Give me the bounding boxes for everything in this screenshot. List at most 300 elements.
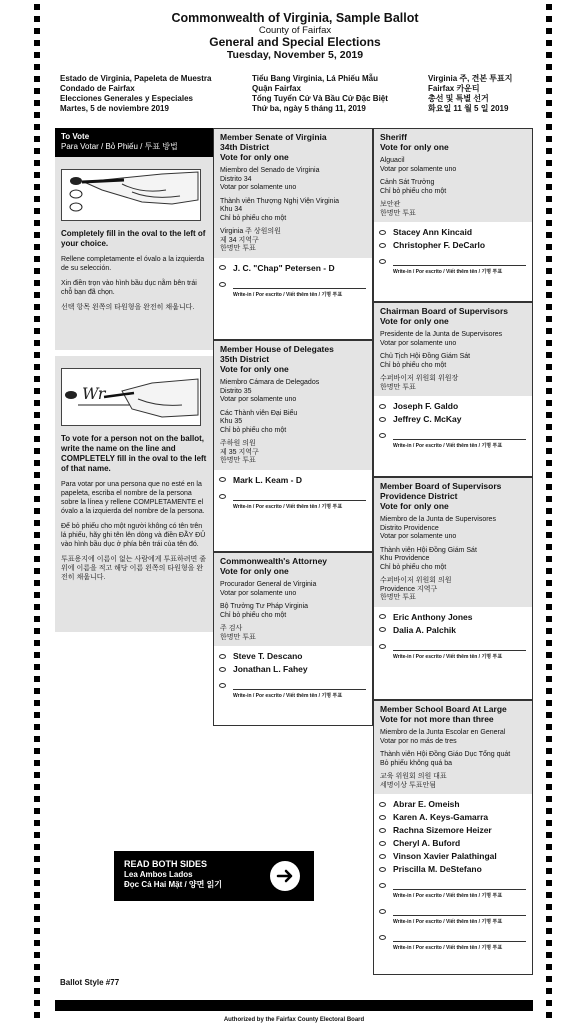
timing-mark <box>546 844 552 850</box>
contest-chairman-board-supervisors <box>373 302 533 477</box>
vote-oval[interactable] <box>219 683 226 688</box>
write-in-line[interactable] <box>393 889 526 890</box>
timing-mark <box>546 196 552 202</box>
timing-mark <box>546 124 552 130</box>
timing-mark <box>34 748 40 754</box>
timing-mark <box>34 208 40 214</box>
write-in-line[interactable] <box>393 650 526 651</box>
timing-mark <box>34 4 40 10</box>
vote-oval[interactable] <box>379 841 386 846</box>
contest-header <box>214 553 372 646</box>
timing-mark <box>34 724 40 730</box>
timing-mark <box>546 544 552 550</box>
timing-mark <box>34 136 40 142</box>
contest-header <box>374 303 532 396</box>
header-line: Condado de Fairfax <box>60 84 135 93</box>
candidate-list <box>214 258 372 301</box>
contest-header <box>374 129 532 222</box>
arrow-right-icon <box>270 861 300 891</box>
timing-mark <box>546 628 552 634</box>
contest-sheriff <box>373 128 533 302</box>
timing-mark <box>34 112 40 118</box>
header-line: 총선 및 특별 선거 <box>428 94 489 103</box>
vote-oval[interactable] <box>219 494 226 499</box>
contest-title: Commonwealth's Attorney <box>220 556 328 566</box>
vote-oval[interactable] <box>379 433 386 438</box>
timing-mark <box>546 784 552 790</box>
translation-line: Chủ Tịch Hội Đồng Giám Sát <box>380 353 471 360</box>
timing-mark <box>34 484 40 490</box>
svg-text:Wr: Wr <box>82 384 106 403</box>
timing-mark <box>34 580 40 586</box>
timing-mark <box>34 316 40 322</box>
contest-title: Member School Board At Large <box>380 704 507 714</box>
vote-oval[interactable] <box>379 815 386 820</box>
write-in-line[interactable] <box>233 689 366 690</box>
contest-house-delegates-35th <box>213 340 373 552</box>
write-in-label: Write-in / Por escrito / Viết thêm tên / 기명 투표 <box>233 503 343 510</box>
candidate-option[interactable] <box>374 611 532 624</box>
vote-oval[interactable] <box>379 417 386 422</box>
timing-mark <box>546 340 552 346</box>
timing-mark <box>546 748 552 754</box>
write-in-line[interactable] <box>393 265 526 266</box>
timing-mark <box>546 112 552 118</box>
timing-mark <box>34 292 40 298</box>
candidate-list <box>374 396 532 452</box>
translation-line: Procurador General de Virginia <box>220 581 317 588</box>
translation-line: 한명만 투표 <box>220 633 256 641</box>
timing-mark <box>34 880 40 886</box>
write-in-option[interactable] <box>374 902 532 928</box>
translation-line: 주하원 의원 <box>220 440 256 447</box>
translation-line: Distrito Providence <box>380 524 439 532</box>
instructions-vietnamese: Xin điền trọn vào hình bầu dục nằm bên trái chỗ bạn đã chọn. <box>61 280 197 296</box>
candidate-name: Karen A. Keys-Gamarra <box>393 812 489 822</box>
translation-line: Providence 지역구 <box>380 585 438 593</box>
timing-mark <box>546 1012 552 1018</box>
translation-line: Thành viên Hội Đồng Giám Sát <box>380 546 477 554</box>
contest-title: Sheriff <box>380 132 407 142</box>
vote-oval[interactable] <box>379 404 386 409</box>
timing-mark <box>34 172 40 178</box>
timing-mark <box>34 400 40 406</box>
timing-mark <box>34 472 40 478</box>
candidate-option[interactable] <box>374 226 532 239</box>
translation-line: Khu 35 <box>220 418 243 425</box>
vote-oval[interactable] <box>379 614 386 619</box>
timing-mark <box>546 100 552 106</box>
timing-mark <box>546 484 552 490</box>
translation-line: Thành viên Thượng Nghị Viện Virginia <box>220 197 340 205</box>
timing-mark <box>546 580 552 586</box>
timing-mark <box>546 988 552 994</box>
timing-mark <box>546 724 552 730</box>
timing-mark <box>546 292 552 298</box>
candidate-option[interactable] <box>214 474 372 487</box>
candidate-list <box>374 607 532 663</box>
timing-mark <box>546 952 552 958</box>
write-in-option[interactable] <box>214 487 372 513</box>
timing-mark <box>546 280 552 286</box>
timing-mark <box>546 88 552 94</box>
header-line: Virginia 주, 견본 투표지 <box>428 74 513 83</box>
timing-mark <box>34 928 40 934</box>
timing-mark <box>546 256 552 262</box>
timing-mark <box>546 856 552 862</box>
timing-mark <box>546 388 552 394</box>
timing-mark <box>546 436 552 442</box>
candidate-list <box>374 794 532 954</box>
timing-mark <box>34 1000 40 1006</box>
candidate-name: Joseph F. Galdo <box>393 401 459 411</box>
candidate-option[interactable] <box>374 400 532 413</box>
timing-mark <box>34 976 40 982</box>
translation-line: Bộ Trưởng Tư Pháp Virginia <box>220 603 309 610</box>
translation-line: Votar por solamente uno <box>380 533 457 540</box>
candidate-name: Mark L. Keam - D <box>233 474 302 485</box>
contest-translation <box>380 547 526 573</box>
vote-oval[interactable] <box>379 802 386 807</box>
timing-mark <box>546 160 552 166</box>
write-in-label: Write-in / Por escrito / Viết thêm tên / 기명 투표 <box>393 443 503 449</box>
candidate-option[interactable] <box>374 837 532 850</box>
candidate-option[interactable] <box>374 413 532 426</box>
instructions-fill-oval <box>55 128 213 350</box>
candidate-name: J. C. "Chap" Petersen - D <box>233 262 335 273</box>
contest-translation <box>380 353 526 370</box>
timing-mark <box>546 52 552 58</box>
contest-title: 34th District <box>220 142 270 152</box>
timing-mark <box>34 688 40 694</box>
header-spanish <box>60 74 211 114</box>
translation-line: 보안관 <box>380 201 401 208</box>
translation-line: Chỉ bỏ phiếu cho một <box>220 426 287 434</box>
translation-line: Alguacil <box>380 157 405 164</box>
timing-mark <box>546 424 552 430</box>
candidate-option[interactable] <box>214 650 372 663</box>
write-in-line[interactable] <box>233 500 366 501</box>
write-in-option[interactable] <box>374 426 532 452</box>
vote-oval[interactable] <box>379 854 386 859</box>
candidate-option[interactable] <box>374 624 532 637</box>
write-in-option[interactable] <box>374 876 532 902</box>
timing-mark <box>34 328 40 334</box>
write-in-label: Write-in / Por escrito / Viết thêm tên / 기명 투표 <box>393 919 503 925</box>
contest-translation <box>220 581 366 598</box>
timing-mark <box>546 928 552 934</box>
timing-mark <box>34 604 40 610</box>
timing-mark <box>34 892 40 898</box>
timing-mark <box>546 220 552 226</box>
timing-mark <box>34 448 40 454</box>
timing-mark <box>546 172 552 178</box>
timing-mark <box>546 640 552 646</box>
timing-mark <box>34 820 40 826</box>
timing-mark <box>546 16 552 22</box>
candidate-option[interactable] <box>374 863 532 876</box>
timing-mark <box>34 496 40 502</box>
timing-mark <box>546 232 552 238</box>
read-both-sides-text: READ BOTH SIDES <box>124 859 208 869</box>
read-both-sides-banner <box>114 851 314 901</box>
timing-mark <box>34 592 40 598</box>
timing-mark <box>34 280 40 286</box>
timing-mark <box>34 988 40 994</box>
vote-oval[interactable] <box>379 883 386 888</box>
vote-oval[interactable] <box>379 230 386 235</box>
instructions-korean: 선택 항목 왼쪽의 타원형을 완전히 채웁니다. <box>61 304 195 311</box>
candidate-option[interactable] <box>214 262 372 275</box>
vote-instruction: Vote for only one <box>380 142 449 152</box>
ballot-header <box>60 11 530 61</box>
timing-mark <box>34 844 40 850</box>
timing-mark <box>546 556 552 562</box>
instructions-write-in-text: To vote for a person not on the ballot, write the name on the line and COMPLETELY fill in the oval to the left of that name. <box>61 434 207 473</box>
timing-mark <box>34 340 40 346</box>
translation-line: Votar por solamente uno <box>220 184 297 191</box>
candidate-name: Jeffrey C. McKay <box>393 414 462 424</box>
timing-mark <box>34 88 40 94</box>
timing-mark <box>546 460 552 466</box>
translation-line: Miembro Cámara de Delegados <box>220 379 320 386</box>
timing-mark <box>546 760 552 766</box>
timing-mark <box>34 916 40 922</box>
candidate-option[interactable] <box>374 824 532 837</box>
translation-line: Thành viên Hội Đồng Giáo Dục Tổng quát <box>380 751 511 758</box>
candidate-name: Jonathan L. Fahey <box>233 664 308 674</box>
contest-translation <box>380 516 526 542</box>
write-in-line[interactable] <box>393 439 526 440</box>
timing-mark <box>546 700 552 706</box>
write-in-option[interactable] <box>374 637 532 663</box>
header-line: Fairfax 카운티 <box>428 84 480 93</box>
read-both-sides-vi-ko: Đọc Cả Hai Mặt / 양면 읽기 <box>124 880 223 889</box>
timing-mark <box>34 832 40 838</box>
candidate-option[interactable] <box>214 663 372 676</box>
vote-oval[interactable] <box>379 828 386 833</box>
timing-mark <box>546 40 552 46</box>
header-line: Martes, 5 de noviembre 2019 <box>60 104 169 113</box>
timing-mark <box>34 676 40 682</box>
write-in-option[interactable] <box>374 252 532 278</box>
vote-oval[interactable] <box>379 909 386 914</box>
timing-marks-right <box>546 0 552 1024</box>
timing-marks-left <box>34 0 40 1024</box>
instructions-title: To Vote Para Votar / Bỏ Phiếu / 투표 방법 <box>55 128 213 157</box>
timing-mark <box>546 568 552 574</box>
contest-translation <box>220 167 366 193</box>
timing-mark <box>34 508 40 514</box>
vote-instruction: Vote for only one <box>220 566 289 576</box>
write-in-label: Write-in / Por escrito / Viết thêm tên / 기명 투표 <box>233 693 343 699</box>
contest-supervisors-providence <box>373 477 533 700</box>
timing-mark <box>34 244 40 250</box>
contest-translation <box>220 198 366 224</box>
vote-oval[interactable] <box>219 667 226 672</box>
timing-mark <box>34 256 40 262</box>
write-in-option[interactable] <box>214 676 372 702</box>
candidate-name: Abrar E. Omeish <box>393 799 460 809</box>
contest-title: Providence District <box>380 491 458 501</box>
timing-mark <box>34 700 40 706</box>
contest-title: Member Board of Supervisors <box>380 481 502 491</box>
timing-mark <box>34 772 40 778</box>
election-name: General and Special Elections <box>209 35 381 49</box>
timing-mark <box>546 772 552 778</box>
translation-line: Cảnh Sát Trưởng <box>380 179 435 186</box>
timing-mark <box>546 508 552 514</box>
write-in-option[interactable] <box>374 928 532 954</box>
timing-mark <box>34 232 40 238</box>
timing-mark <box>34 712 40 718</box>
vote-instruction: Vote for not more than three <box>380 714 494 724</box>
contest-title: 35th District <box>220 354 270 364</box>
timing-mark <box>546 976 552 982</box>
timing-mark <box>34 964 40 970</box>
candidate-list <box>214 646 372 702</box>
header-line: Quận Fairfax <box>252 84 301 93</box>
write-in-label: Write-in / Por escrito / Viết thêm tên / 기명 투표 <box>393 653 503 660</box>
candidate-name: Steve T. Descano <box>233 651 303 661</box>
timing-mark <box>34 124 40 130</box>
translation-line: Miembro de la Junta Escolar en General <box>380 729 506 736</box>
translation-line: Chỉ bỏ phiếu cho một <box>380 563 447 571</box>
ballot-title: Commonwealth of Virginia, Sample Ballot <box>171 11 419 25</box>
timing-mark <box>546 916 552 922</box>
timing-mark <box>546 76 552 82</box>
timing-mark <box>546 400 552 406</box>
timing-mark <box>546 652 552 658</box>
vote-oval[interactable] <box>379 627 386 632</box>
timing-mark <box>34 196 40 202</box>
timing-mark <box>34 1012 40 1018</box>
timing-mark <box>546 616 552 622</box>
vote-oval[interactable] <box>379 243 386 248</box>
timing-mark <box>546 184 552 190</box>
translation-line: Votar por solamente uno <box>380 165 457 173</box>
timing-mark <box>546 676 552 682</box>
header-line: Elecciones Generales y Especiales <box>60 94 193 103</box>
translation-line: Votar por no más de tres <box>380 737 457 745</box>
write-in-line[interactable] <box>233 288 366 289</box>
write-in-line[interactable] <box>393 941 526 942</box>
timing-mark <box>546 868 552 874</box>
timing-mark <box>34 808 40 814</box>
translation-line: Distrito 34 <box>220 175 252 183</box>
translation-line: 한명만 투표 <box>220 457 256 464</box>
instructions-spanish: Para votar por una persona que no esté en la papeleta, escriba el nombre de la persona sobre la línea y rellene COMPLETAMENTE el óvalo a la izquierda del nombre de la persona. <box>61 481 205 515</box>
translation-line: 한명만 투표 <box>220 245 256 252</box>
vote-oval[interactable] <box>219 654 226 659</box>
timing-mark <box>546 880 552 886</box>
vote-oval[interactable] <box>219 282 226 287</box>
translation-line: Chỉ bỏ phiếu cho một <box>220 214 287 222</box>
timing-mark <box>546 496 552 502</box>
vote-oval[interactable] <box>379 935 386 940</box>
timing-mark <box>546 904 552 910</box>
vote-instruction: Vote for only one <box>380 501 449 511</box>
timing-mark <box>34 904 40 910</box>
translation-line: Các Thành viên Đại Biểu <box>220 409 298 417</box>
contest-translation <box>380 773 526 790</box>
timing-mark <box>546 736 552 742</box>
contest-title: Member House of Delegates <box>220 344 334 354</box>
translation-line: Votar por solamente uno <box>380 339 457 347</box>
candidate-list <box>214 470 372 513</box>
translation-line: Bỏ phiếu không quá ba <box>380 759 453 767</box>
timing-mark <box>34 952 40 958</box>
timing-mark <box>34 940 40 946</box>
vote-oval[interactable] <box>379 644 386 649</box>
write-in-option[interactable] <box>214 275 372 301</box>
timing-mark <box>34 652 40 658</box>
candidate-name: Rachna Sizemore Heizer <box>393 825 492 835</box>
translation-line: 수퍼바이저 위원회 위원장 <box>380 375 459 382</box>
contest-translation <box>380 331 526 348</box>
timing-mark <box>34 352 40 358</box>
timing-mark <box>34 220 40 226</box>
write-in-line[interactable] <box>393 915 526 916</box>
election-date: Tuesday, November 5, 2019 <box>226 49 364 61</box>
vote-oval[interactable] <box>379 867 386 872</box>
timing-mark <box>546 940 552 946</box>
candidate-option[interactable] <box>374 798 532 811</box>
candidate-option[interactable] <box>374 811 532 824</box>
translation-line: Distrito 35 <box>220 387 252 395</box>
translation-line: 교육 위원회 의원 대표 <box>380 773 447 780</box>
candidate-option[interactable] <box>374 850 532 863</box>
timing-mark <box>34 640 40 646</box>
vote-oval[interactable] <box>219 265 226 270</box>
contest-translation <box>220 603 366 620</box>
timing-mark <box>34 424 40 430</box>
timing-mark <box>34 76 40 82</box>
vote-oval[interactable] <box>219 477 226 482</box>
contest-title: Chairman Board of Supervisors <box>380 306 509 316</box>
candidate-name: Stacey Ann Kincaid <box>393 227 473 237</box>
timing-mark <box>546 304 552 310</box>
candidate-name: Christopher F. DeCarlo <box>393 240 486 250</box>
header-line: Estado de Virginia, Papeleta de Muestra <box>60 74 212 83</box>
timing-mark <box>546 352 552 358</box>
timing-mark <box>34 16 40 22</box>
instructions-write-in <box>55 356 213 632</box>
timing-mark <box>546 316 552 322</box>
timing-mark <box>546 520 552 526</box>
vote-oval[interactable] <box>379 259 386 264</box>
timing-mark <box>546 688 552 694</box>
timing-mark <box>34 796 40 802</box>
timing-mark <box>34 520 40 526</box>
translation-line: Khu Providence <box>380 555 430 562</box>
timing-mark <box>546 64 552 70</box>
timing-mark <box>34 160 40 166</box>
contest-school-board-at-large <box>373 700 533 975</box>
timing-mark <box>34 856 40 862</box>
bottom-bar <box>55 1000 533 1011</box>
translation-line: 세명이상 투표안됨 <box>380 781 437 789</box>
write-in-label: Write-in / Por escrito / Viết thêm tên / 기명 투표 <box>233 291 343 298</box>
timing-mark <box>34 388 40 394</box>
timing-mark <box>546 808 552 814</box>
timing-mark <box>546 820 552 826</box>
translation-line: Votar por solamente uno <box>220 396 297 403</box>
timing-mark <box>34 460 40 466</box>
candidate-option[interactable] <box>374 239 532 252</box>
timing-mark <box>34 736 40 742</box>
contest-commonwealths-attorney <box>213 552 373 726</box>
